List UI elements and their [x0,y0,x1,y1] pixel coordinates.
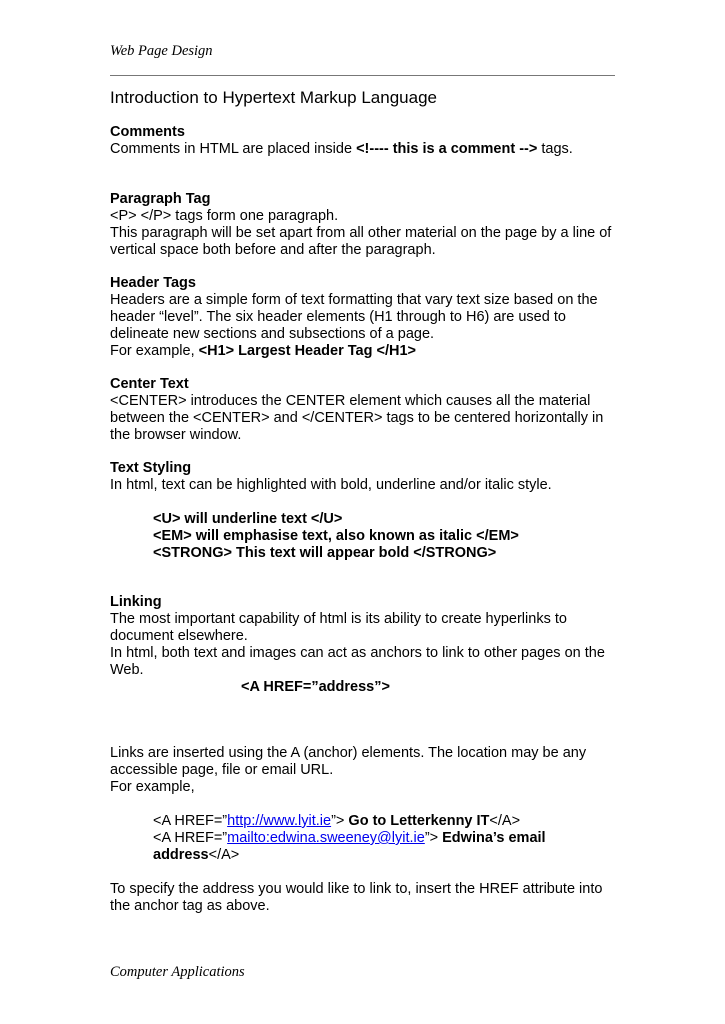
styling-line: In html, text can be highlighted with bold, underline and/or italic style. [110,477,552,493]
center-line: <CENTER> introduces the CENTER element which causes all the material [110,393,591,409]
styling-example: <U> will underline text </U> [153,511,343,527]
header-tags-section [110,275,620,360]
paragraph-line: vertical space both before and after the paragraph. [110,242,436,258]
paragraph-heading: Paragraph Tag [110,191,211,207]
styling-section [110,460,620,562]
center-line: the browser window. [110,427,242,443]
linking-line: Web. [110,662,144,678]
linking-section [110,594,620,696]
header-tags-example: For example, <H1> Largest Header Tag </H1> [110,343,416,359]
header-rule [110,75,615,76]
paragraph-line: <P> </P> tags form one paragraph. [110,208,339,224]
links-line: the anchor tag as above. [110,898,270,914]
comments-text: Comments in HTML are placed inside <!---- this is a comment --> tags. [110,141,573,157]
links-line: accessible page, file or email URL. [110,762,334,778]
styling-example: <EM> will emphasise text, also known as italic </EM> [153,528,519,544]
link-example-lyit: <A HREF=”http://www.lyit.ie”> Go to Letterkenny IT</A> [153,813,521,829]
center-line: between the <CENTER> and </CENTER> tags to be centered horizontally in [110,410,604,426]
linking-line: The most important capability of html is its ability to create hyperlinks to [110,611,567,627]
header-tags-heading: Header Tags [110,275,196,291]
links-line: To specify the address you would like to link to, insert the HREF attribute into [110,881,603,897]
styling-example: <STRONG> This text will appear bold </STRONG> [153,545,497,561]
header-tags-line: delineate new sections and subsections of a page. [110,326,435,342]
header-tags-line: header “level”. The six header elements (H1 through to H6) are used to [110,309,566,325]
paragraph-section [110,191,620,259]
running-footer: Computer Applications [110,964,245,980]
styling-heading: Text Styling [110,460,192,476]
links-section [110,745,620,915]
paragraph-line: This paragraph will be set apart from all other material on the page by a line of [110,225,612,241]
center-section [110,376,620,444]
comments-heading: Comments [110,124,185,140]
linking-heading: Linking [110,594,162,610]
href-example: <A HREF=”address”> [241,679,390,695]
links-line: For example, [110,779,195,795]
page-title: Introduction to Hypertext Markup Language [110,88,437,107]
header-tags-line: Headers are a simple form of text formatting that vary text size based on the [110,292,598,308]
linking-line: In html, both text and images can act as anchors to link to other pages on the [110,645,605,661]
link-example-email: <A HREF=”mailto:edwina.sweeney@lyit.ie”> Edwina’s email address</A> [153,830,546,863]
email-link[interactable]: mailto:edwina.sweeney@lyit.ie [227,830,425,846]
running-header: Web Page Design [110,43,213,59]
lyit-link[interactable]: http://www.lyit.ie [227,813,332,829]
linking-line: document elsewhere. [110,628,248,644]
center-heading: Center Text [110,376,189,392]
links-line: Links are inserted using the A (anchor) elements. The location may be any [110,745,587,761]
comments-section [110,124,620,158]
